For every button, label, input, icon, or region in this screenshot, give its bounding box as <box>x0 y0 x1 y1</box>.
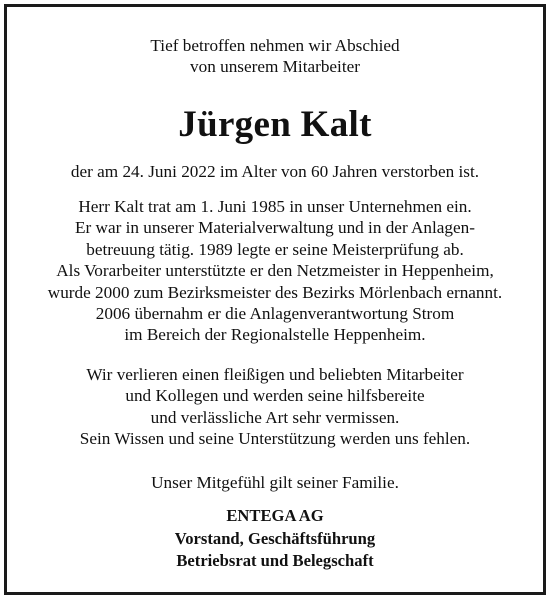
signature-line: Betriebsrat und Belegschaft <box>176 551 374 570</box>
signature-line: Vorstand, Geschäftsführung <box>174 528 376 548</box>
death-line: der am 24. Juni 2022 im Alter von 60 Jahren verstorben ist. <box>70 162 480 181</box>
tribute-paragraph <box>7 364 543 450</box>
career-paragraph <box>7 196 543 346</box>
intro-line: Tief betroffen nehmen wir Abschied <box>150 36 400 55</box>
career-line: Als Vorarbeiter unterstützte er den Netzmeister in Heppenheim, <box>56 261 494 281</box>
career-line: Herr Kalt trat am 1. Juni 1985 in unser Unternehmen ein. <box>78 197 472 216</box>
company-name: ENTEGA AG <box>226 506 324 525</box>
career-line: Er war in unserer Materialverwaltung und in der Anlagen- <box>75 218 475 238</box>
career-line: betreuung tätig. 1989 legte er seine Meisterprüfung ab. <box>86 239 464 259</box>
tribute-line: Wir verlieren einen fleißigen und beliebten Mitarbeiter <box>86 365 464 384</box>
tribute-line: Sein Wissen und seine Unterstützung werden uns fehlen. <box>79 429 471 449</box>
deceased-name: Jürgen Kalt <box>178 104 372 145</box>
intro-line: von unserem Mitarbeiter <box>190 57 360 77</box>
death-statement <box>7 161 543 182</box>
notice-content <box>7 7 543 592</box>
signature-block <box>7 505 543 573</box>
intro-text <box>7 35 543 78</box>
obituary-notice <box>4 4 546 595</box>
sympathy-line: Unser Mitgefühl gilt seiner Familie. <box>151 473 399 492</box>
career-line: wurde 2000 zum Bezirksmeister des Bezirks Mörlenbach ernannt. <box>47 282 503 302</box>
career-line: im Bereich der Regionalstelle Heppenheim. <box>124 325 426 345</box>
sympathy-statement <box>7 472 543 493</box>
tribute-line: und verlässliche Art sehr vermissen. <box>150 407 400 427</box>
career-line: 2006 übernahm er die Anlagenverantwortung Strom <box>95 304 455 324</box>
tribute-line: und Kollegen und werden seine hilfsbereite <box>125 386 425 406</box>
